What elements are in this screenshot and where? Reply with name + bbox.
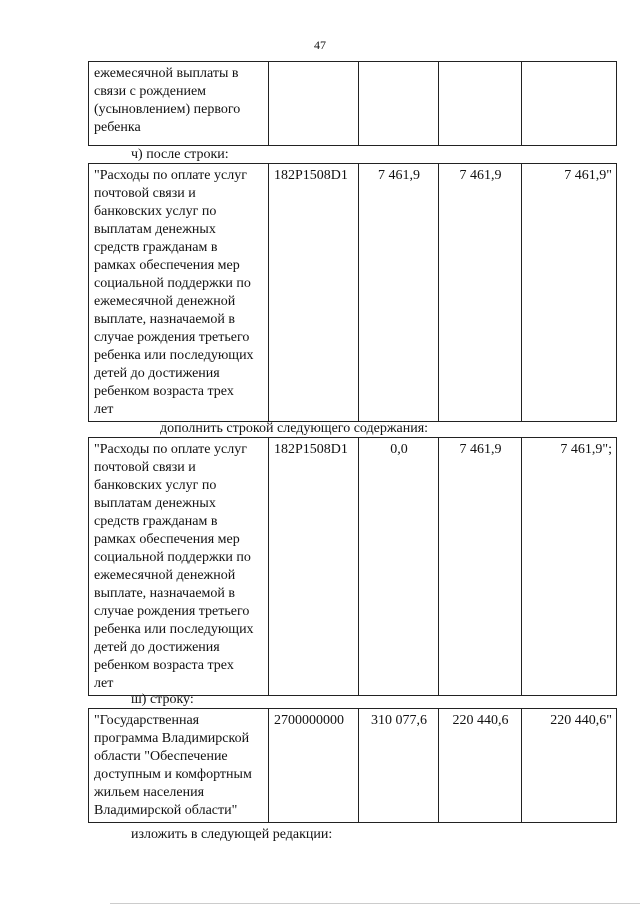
name-line: ребенка или последующих <box>94 348 254 363</box>
name-line: области "Обеспечение <box>94 749 228 764</box>
instruction-add: дополнить строкой следующего содержания: <box>160 421 429 436</box>
table-row <box>89 709 617 823</box>
name-line: "Расходы по оплате услуг <box>94 442 247 457</box>
name-line: ежемесячной денежной <box>94 568 236 583</box>
table-row <box>89 62 617 146</box>
name-line: почтовой связи и <box>94 460 196 475</box>
value-cell <box>439 62 522 146</box>
name-line: выплатам денежных <box>94 496 216 511</box>
name-line: ребенка или последующих <box>94 622 254 637</box>
value-cell: 7 461,9 <box>439 438 522 696</box>
name-line: случае рождения третьего <box>94 604 250 619</box>
budget-table-1 <box>88 61 617 146</box>
name-line: детей до достижения <box>94 366 220 381</box>
name-line: ребенком возраста трех <box>94 384 234 399</box>
row-name-cell <box>89 62 269 146</box>
name-line: средств гражданам в <box>94 514 218 529</box>
instruction-sh: ш) строку: <box>131 692 194 707</box>
name-line: банковских услуг по <box>94 478 217 493</box>
name-line: почтовой связи и <box>94 186 196 201</box>
instruction-edit: изложить в следующей редакции: <box>131 827 333 842</box>
value-cell <box>522 62 617 146</box>
value-cell: 0,0 <box>359 438 439 696</box>
name-line: ежемесячной денежной <box>94 294 236 309</box>
value-cell: 310 077,6 <box>359 709 439 823</box>
name-line: (усыновлением) первого <box>94 102 241 117</box>
name-line: ежемесячной выплаты в <box>94 66 239 81</box>
value-cell: 7 461,9"; <box>522 438 617 696</box>
value-cell <box>359 62 439 146</box>
name-line: "Государственная <box>94 713 200 728</box>
name-line: выплатам денежных <box>94 222 216 237</box>
name-line: лет <box>94 676 114 691</box>
name-line: жильем населения <box>94 785 205 800</box>
name-line: лет <box>94 402 114 417</box>
name-line: банковских услуг по <box>94 204 217 219</box>
row-name-cell <box>89 709 269 823</box>
name-line: программа Владимирской <box>94 731 250 746</box>
name-line: ребенка <box>94 120 141 135</box>
name-line: детей до достижения <box>94 640 220 655</box>
name-line: средств гражданам в <box>94 240 218 255</box>
row-name-cell <box>89 164 269 422</box>
name-line: рамках обеспечения мер <box>94 258 240 273</box>
table-row <box>89 164 617 422</box>
bottom-rule <box>110 903 640 904</box>
page-number: 47 <box>314 38 326 52</box>
value-cell: 7 461,9" <box>522 164 617 422</box>
code-cell: 182P1508D1 <box>269 164 359 422</box>
name-line: ребенком возраста трех <box>94 658 234 673</box>
budget-table-3 <box>88 437 617 696</box>
name-line: выплате, назначаемой в <box>94 586 235 601</box>
name-line: социальной поддержки по <box>94 276 251 291</box>
code-cell: 2700000000 <box>269 709 359 823</box>
value-cell: 7 461,9 <box>439 164 522 422</box>
value-cell: 7 461,9 <box>359 164 439 422</box>
table-row <box>89 438 617 696</box>
name-line: доступным и комфортным <box>94 767 252 782</box>
budget-table-4 <box>88 708 617 823</box>
code-cell <box>269 62 359 146</box>
row-name-cell <box>89 438 269 696</box>
name-line: случае рождения третьего <box>94 330 250 345</box>
name-line: "Расходы по оплате услуг <box>94 168 247 183</box>
name-line: связи с рождением <box>94 84 207 99</box>
code-cell: 182P1508D1 <box>269 438 359 696</box>
name-line: социальной поддержки по <box>94 550 251 565</box>
value-cell: 220 440,6" <box>522 709 617 823</box>
instruction-ch: ч) после строки: <box>131 147 229 162</box>
name-line: выплате, назначаемой в <box>94 312 235 327</box>
name-line: рамках обеспечения мер <box>94 532 240 547</box>
budget-table-2 <box>88 163 617 422</box>
name-line: Владимирской области" <box>94 803 238 818</box>
value-cell: 220 440,6 <box>439 709 522 823</box>
